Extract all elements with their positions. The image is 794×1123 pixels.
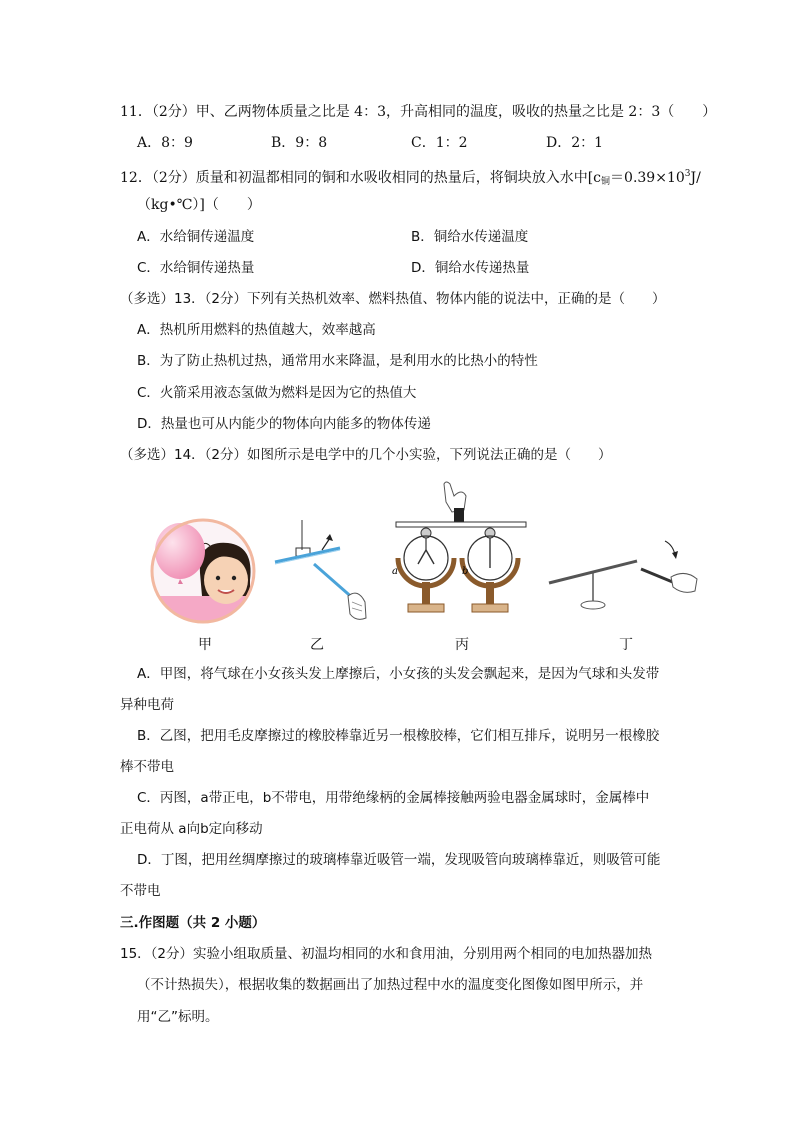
q11-option-a: A．8：9 xyxy=(137,135,193,151)
q12-option-d: D．铜给水传递热量 xyxy=(411,260,530,276)
q12-stem: 12．（2分）质量和初温都相同的铜和水吸收相同的热量后，将铜块放入水中[$c_铜=0.39\times 10^3J/$ xyxy=(120,169,701,187)
q15-line2: （不计热损失），根据收集的数据画出了加热过程中水的温度变化图像如图甲所示，并 xyxy=(137,977,644,993)
q15-line3: 用“乙”标明。 xyxy=(137,1009,219,1025)
q13-option-c: C．火箭采用液态氢做为燃料是因为它的热值大 xyxy=(137,385,417,401)
q14-option-c-line1: C．丙图，a带正电，b不带电，用带绝缘柄的金属棒接触两验电器金属球时，金属棒中 xyxy=(137,790,650,806)
figure-jia-balloon-girl xyxy=(150,518,260,628)
q11-option-b: B．9：8 xyxy=(271,135,328,151)
q14-option-d-line2: 不带电 xyxy=(120,883,161,899)
q12-option-b: B．铜给水传递温度 xyxy=(411,229,529,245)
figure-yi-rubber-rod xyxy=(270,518,380,628)
q13-option-b: B．为了防止热机过热，通常用水来降温，是利用水的比热小的特性 xyxy=(137,353,538,369)
q14-option-d-line1: D．丁图，把用丝绸摩擦过的玻璃棒靠近吸管一端，发现吸管向玻璃棒靠近，则吸管可能 xyxy=(137,852,661,868)
electroscope-label-a: a xyxy=(392,566,398,577)
figure-label-yi: 乙 xyxy=(310,637,324,653)
q13-option-d: D．热量也可从内能少的物体向内能多的物体传递 xyxy=(137,416,431,432)
q14-option-c-line2: 正电荷从 a向b定向移动 xyxy=(120,821,263,837)
figure-label-jia: 甲 xyxy=(198,637,212,653)
q14-stem: （多选）14．（2分）如图所示是电学中的几个小实验，下列说法正确的是（ ） xyxy=(120,447,612,463)
q14-option-b-line1: B．乙图，把用毛皮摩擦过的橡胶棒靠近另一根橡胶棒，它们相互排斥，说明另一根橡胶 xyxy=(137,728,660,744)
electroscope-label-b: b xyxy=(462,566,469,577)
q12-stem-cont: （kg•℃）]（ ） xyxy=(137,197,261,213)
figure-label-bing: 丙 xyxy=(455,637,469,653)
q11-stem: 11．（2分）甲、乙两物体质量之比是 4：3，升高相同的温度，吸收的热量之比是 2：3（ ） xyxy=(120,104,717,120)
q13-option-a: A．热机所用燃料的热值越大，效率越高 xyxy=(137,322,376,338)
figure-bing-electroscopes xyxy=(388,478,534,628)
q14-option-b-line2: 棒不带电 xyxy=(120,759,174,775)
q14-option-a-line1: A．甲图，将气球在小女孩头发上摩擦后，小女孩的头发会飘起来，是因为气球和头发带 xyxy=(137,666,660,682)
figure-ding-straw xyxy=(545,535,705,615)
figure-label-ding: 丁 xyxy=(619,637,633,653)
q11-option-d: D．2：1 xyxy=(546,135,604,151)
section-3-title: 三.作图题（共 2 小题） xyxy=(120,915,266,931)
q12-option-a: A．水给铜传递温度 xyxy=(137,229,255,245)
q12-option-c: C．水给铜传递热量 xyxy=(137,260,255,276)
q15-line1: 15．（2分）实验小组取质量、初温均相同的水和食用油，分别用两个相同的电加热器加热 xyxy=(120,946,653,962)
q14-option-a-line2: 异种电荷 xyxy=(120,697,174,713)
q11-option-c: C．1：2 xyxy=(411,135,468,151)
q13-stem: （多选）13．（2分）下列有关热机效率、燃料热值、物体内能的说法中，正确的是（ ） xyxy=(120,291,666,307)
